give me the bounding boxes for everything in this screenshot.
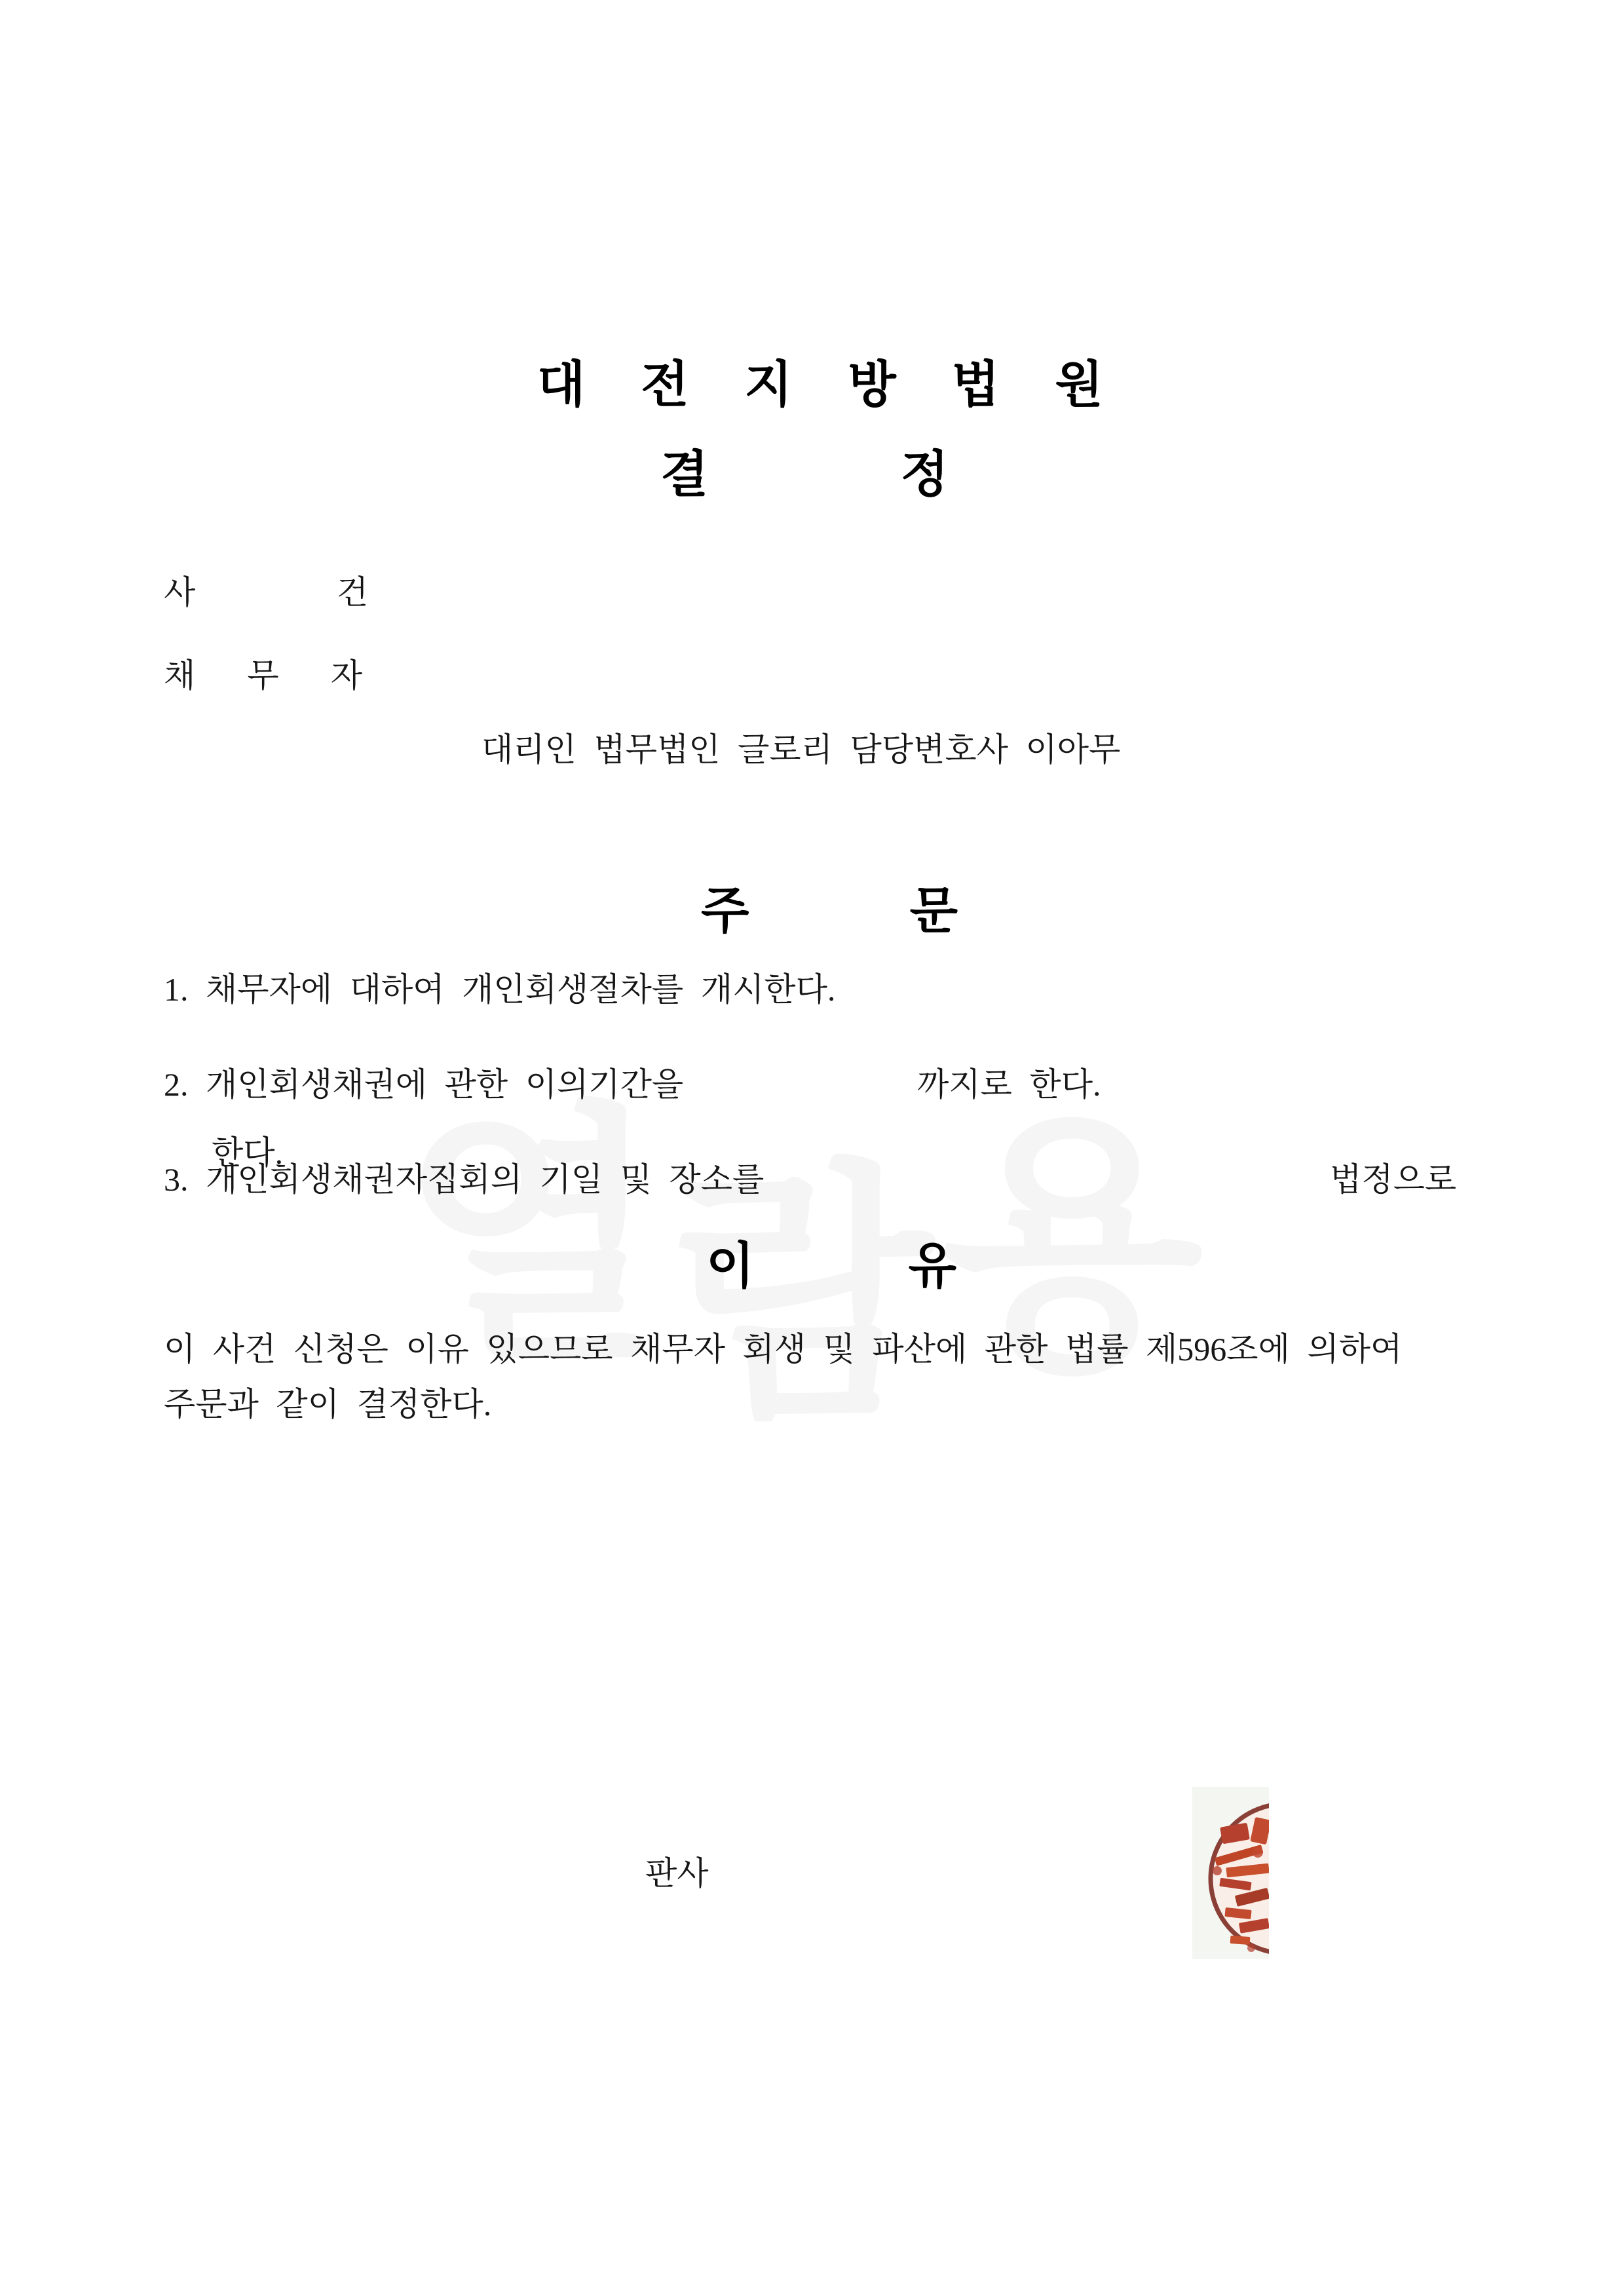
order-item-1-text: 1. 채무자에 대하여 개인회생절차를 개시한다. [164, 971, 836, 1008]
reason-heading [706, 1238, 956, 1295]
order-item-3-tail: 법정으로 [1330, 1161, 1457, 1198]
debtor-label-char: 채 [164, 657, 196, 694]
reason-line-2: 주문과 같이 결정한다. [164, 1386, 492, 1423]
document-type-char: 결 [660, 447, 709, 503]
court-name-char: 전 [641, 357, 689, 413]
order-heading-char: 문 [909, 883, 958, 939]
order-item-3-text: 3. 개인회생채권자집회의 기일 및 장소를 [164, 1161, 765, 1198]
case-label-char: 건 [336, 574, 368, 611]
order-item-2-tail: 까지로 한다. [917, 1066, 1101, 1103]
reason-heading-char: 이 [706, 1238, 755, 1294]
case-label [164, 572, 368, 613]
court-seal-icon [1192, 1787, 1269, 1959]
court-name-char: 지 [744, 357, 793, 413]
order-heading-char: 주 [701, 883, 749, 939]
order-item-1 [164, 969, 1474, 1010]
reason-line-1: 이 사건 신청은 이유 있으므로 채무자 회생 및 파산에 관한 법률 제596조에 의하여 [164, 1331, 1403, 1368]
debtor-label-char: 무 [247, 657, 279, 694]
court-name-title [537, 357, 1103, 413]
order-item-2-text: 2. 개인회생채권에 관한 이의기간을 [164, 1066, 684, 1103]
document-type-char: 정 [900, 447, 949, 503]
order-item-3-continuation: 한다. [212, 1134, 284, 1171]
order-heading [701, 883, 958, 940]
court-name-char: 방 [848, 357, 896, 413]
order-item-3 [164, 1159, 1474, 1200]
representative-line: 대리인 법무법인 글로리 담당변호사 이아무 [482, 731, 1121, 768]
order-item-2 [164, 1064, 1474, 1105]
judge-label: 판사 [645, 1855, 709, 1892]
case-label-char: 사 [164, 574, 196, 611]
debtor-label [164, 655, 362, 696]
debtor-label-char: 자 [330, 657, 362, 694]
document-type-heading [660, 447, 949, 503]
court-name-char: 원 [1055, 357, 1103, 413]
court-name-char: 대 [537, 357, 586, 413]
court-name-char: 법 [951, 357, 1000, 413]
reason-heading-char: 유 [908, 1238, 956, 1294]
